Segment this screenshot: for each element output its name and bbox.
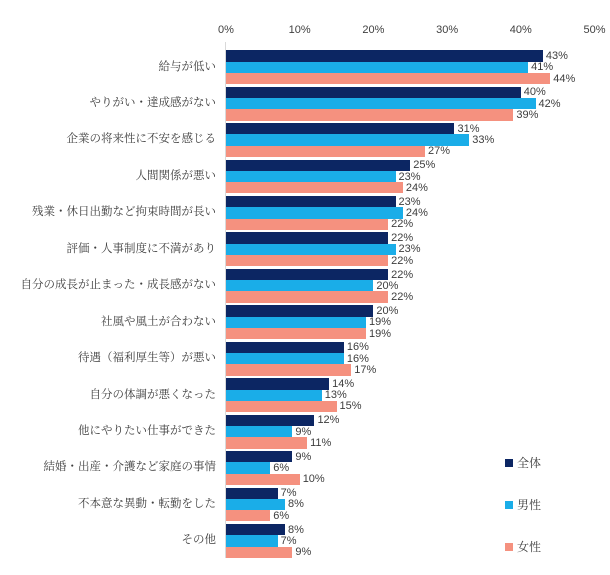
- value-label: 23%: [398, 243, 421, 256]
- bar-series-2: [226, 219, 388, 230]
- bar-line: [226, 232, 421, 243]
- category-label: 給与が低い: [158, 60, 216, 73]
- value-label: 27%: [427, 145, 451, 158]
- value-label: 6%: [273, 509, 290, 522]
- category-label: 自分の体調が悪くなった: [89, 388, 216, 401]
- bar-line: [226, 437, 339, 448]
- bar-line: [226, 499, 304, 510]
- bar-series-1: [226, 535, 278, 546]
- bar-group: [226, 524, 311, 558]
- bar-group: [226, 488, 304, 522]
- chart-row: [0, 341, 610, 377]
- bar-line: [226, 364, 376, 375]
- bar-line: [226, 462, 325, 473]
- bar-group: [226, 87, 561, 121]
- value-label: 33%: [472, 134, 495, 147]
- bar-line: [226, 524, 311, 535]
- value-label: 24%: [405, 206, 428, 219]
- chart-row: [0, 195, 610, 231]
- value-label: 10%: [302, 473, 325, 486]
- bar-line: [226, 269, 413, 280]
- bar-line: [226, 535, 311, 546]
- legend-item-female: [505, 538, 541, 555]
- bar-series-1: [226, 426, 292, 437]
- bar-line: [226, 171, 435, 182]
- category-label: 社風や風土が合わない: [101, 315, 216, 328]
- bar-series-0: [226, 378, 329, 389]
- bar-series-0: [226, 451, 292, 462]
- bar-series-0: [226, 269, 388, 280]
- bar-series-0: [226, 123, 454, 134]
- bar-series-0: [226, 87, 521, 98]
- value-label: 20%: [376, 279, 399, 292]
- chart-row: [0, 85, 610, 121]
- bar-line: [226, 353, 376, 364]
- chart-row: [0, 49, 610, 85]
- bar-series-1: [226, 98, 536, 109]
- value-label: 22%: [391, 218, 414, 231]
- chart-row: [0, 413, 610, 449]
- bar-line: [226, 291, 413, 302]
- category-label: 待遇（福利厚生等）が悪い: [78, 352, 216, 365]
- bar-series-0: [226, 232, 388, 243]
- bar-line: [226, 160, 435, 171]
- bar-group: [226, 160, 435, 194]
- bar-line: [226, 73, 575, 84]
- bar-line: [226, 510, 304, 521]
- value-label: 25%: [413, 159, 436, 172]
- bar-line: [226, 415, 339, 426]
- bar-line: [226, 87, 561, 98]
- value-label: 22%: [391, 268, 414, 281]
- value-label: 9%: [295, 425, 312, 438]
- category-label: 残業・休日出勤など拘束時間が長い: [32, 206, 216, 219]
- bar-series-1: [226, 353, 344, 364]
- bar-series-0: [226, 305, 373, 316]
- bar-line: [226, 305, 398, 316]
- value-label: 16%: [346, 352, 369, 365]
- bar-line: [226, 488, 304, 499]
- value-label: 13%: [324, 389, 347, 402]
- value-label: 22%: [391, 232, 414, 245]
- bar-line: [226, 196, 428, 207]
- value-label: 22%: [391, 291, 414, 304]
- bar-series-0: [226, 524, 285, 535]
- value-label: 20%: [376, 304, 399, 317]
- value-label: 24%: [405, 181, 428, 194]
- bar-series-2: [226, 401, 337, 412]
- bar-line: [226, 280, 413, 291]
- legend-label-female: 女性: [517, 540, 542, 554]
- bar-series-2: [226, 364, 351, 375]
- bar-series-2: [226, 328, 366, 339]
- value-label: 44%: [553, 72, 576, 85]
- bar-series-2: [226, 547, 292, 558]
- bar-line: [226, 219, 428, 230]
- value-label: 7%: [280, 534, 297, 547]
- legend-swatch-female: [505, 543, 513, 551]
- bar-line: [226, 123, 494, 134]
- value-label: 8%: [287, 523, 304, 536]
- bar-group: [226, 232, 421, 266]
- value-label: 14%: [332, 377, 355, 390]
- bar-series-0: [226, 488, 278, 499]
- bar-series-2: [226, 474, 300, 485]
- bar-series-2: [226, 146, 425, 157]
- bar-series-2: [226, 109, 513, 120]
- category-label: 結婚・出産・介護など家庭の事情: [43, 461, 216, 474]
- bar-series-2: [226, 255, 388, 266]
- chart-row: [0, 231, 610, 267]
- category-label: 不本意な異動・転勤をした: [78, 497, 216, 510]
- bar-line: [226, 426, 339, 437]
- value-label: 23%: [398, 195, 421, 208]
- bar-series-1: [226, 390, 322, 401]
- category-label: その他: [181, 534, 216, 547]
- legend-swatch-overall: [505, 459, 513, 467]
- x-axis-tick: 0%: [218, 24, 234, 36]
- bar-series-1: [226, 317, 366, 328]
- bar-series-1: [226, 462, 270, 473]
- legend-item-male: [505, 496, 541, 513]
- legend-label-male: 男性: [517, 498, 542, 512]
- bar-group: [226, 123, 494, 157]
- x-axis-tick: 10%: [288, 24, 311, 36]
- bar-line: [226, 317, 398, 328]
- category-label: やりがい・達成感がない: [89, 97, 216, 110]
- bar-group: [226, 378, 362, 412]
- bar-line: [226, 50, 575, 61]
- chart-row: [0, 158, 610, 194]
- category-label: 企業の将来性に不安を感じる: [66, 133, 216, 146]
- legend-swatch-male: [505, 501, 513, 509]
- bar-series-0: [226, 415, 314, 426]
- bar-line: [226, 390, 362, 401]
- bar-line: [226, 207, 428, 218]
- value-label: 6%: [273, 462, 290, 475]
- bar-line: [226, 109, 561, 120]
- category-label: 自分の成長が止まった・成長感がない: [20, 279, 216, 292]
- bar-series-0: [226, 196, 396, 207]
- bar-line: [226, 451, 325, 462]
- x-axis-tick: 50%: [583, 24, 606, 36]
- bar-series-2: [226, 437, 307, 448]
- category-label: 評価・人事制度に不満があり: [66, 242, 216, 255]
- bar-series-0: [226, 160, 410, 171]
- legend-item-overall: [505, 454, 541, 471]
- bar-series-1: [226, 134, 469, 145]
- chart-row: [0, 304, 610, 340]
- bar-line: [226, 134, 494, 145]
- x-axis-tick: 40%: [509, 24, 532, 36]
- bar-line: [226, 474, 325, 485]
- value-label: 43%: [545, 49, 568, 62]
- value-label: 15%: [339, 400, 362, 413]
- bar-line: [226, 255, 421, 266]
- value-label: 22%: [391, 254, 414, 267]
- value-label: 16%: [346, 341, 369, 354]
- bar-series-0: [226, 50, 543, 61]
- chart-row: [0, 268, 610, 304]
- bar-series-2: [226, 510, 270, 521]
- bar-line: [226, 328, 398, 339]
- value-label: 19%: [369, 316, 392, 329]
- bar-series-1: [226, 62, 528, 73]
- value-label: 12%: [317, 414, 340, 427]
- value-label: 23%: [398, 170, 421, 183]
- bar-group: [226, 451, 325, 485]
- bar-line: [226, 244, 421, 255]
- bar-group: [226, 415, 339, 449]
- value-label: 39%: [516, 108, 539, 121]
- bar-group: [226, 196, 428, 230]
- bar-line: [226, 547, 311, 558]
- bar-line: [226, 342, 376, 353]
- value-label: 40%: [523, 86, 546, 99]
- bar-series-1: [226, 499, 285, 510]
- bar-series-1: [226, 207, 403, 218]
- chart-row: [0, 377, 610, 413]
- value-label: 8%: [287, 498, 304, 511]
- chart-rows: [0, 49, 610, 559]
- value-label: 7%: [280, 487, 297, 500]
- bar-line: [226, 62, 575, 73]
- bar-series-2: [226, 182, 403, 193]
- category-label: 人間関係が悪い: [135, 169, 216, 182]
- bar-line: [226, 98, 561, 109]
- bar-series-1: [226, 244, 396, 255]
- x-axis-tick: 30%: [436, 24, 459, 36]
- value-label: 41%: [531, 61, 554, 74]
- value-label: 19%: [369, 327, 392, 340]
- bar-group: [226, 50, 575, 84]
- value-label: 9%: [295, 546, 312, 559]
- bar-series-1: [226, 171, 396, 182]
- bar-line: [226, 401, 362, 412]
- chart-row: [0, 122, 610, 158]
- category-label: 他にやりたい仕事ができた: [78, 424, 216, 437]
- value-label: 42%: [538, 97, 561, 110]
- value-label: 31%: [457, 122, 480, 135]
- bar-line: [226, 146, 494, 157]
- value-label: 11%: [310, 436, 332, 449]
- bar-series-1: [226, 280, 373, 291]
- bar-series-2: [226, 73, 550, 84]
- bar-series-2: [226, 291, 388, 302]
- bar-group: [226, 342, 376, 376]
- value-label: 17%: [354, 364, 377, 377]
- bar-line: [226, 182, 435, 193]
- legend-label-overall: 全体: [517, 456, 542, 470]
- bar-group: [226, 269, 413, 303]
- bar-line: [226, 378, 362, 389]
- bar-series-0: [226, 342, 344, 353]
- x-axis-tick: 20%: [362, 24, 385, 36]
- bar-group: [226, 305, 398, 339]
- value-label: 9%: [295, 450, 312, 463]
